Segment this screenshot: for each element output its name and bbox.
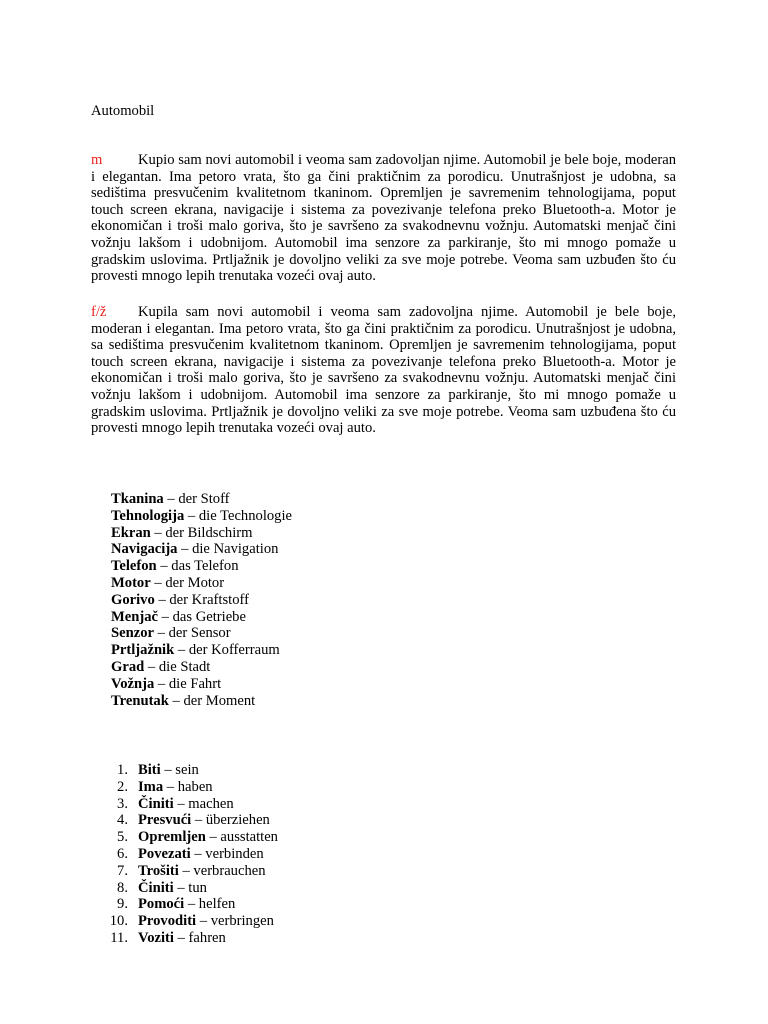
vocab-term: Ekran bbox=[111, 524, 151, 541]
vocab-term: Gorivo bbox=[111, 591, 155, 608]
list-item bbox=[111, 592, 292, 609]
list-item bbox=[111, 930, 278, 947]
verb-translation: – fahren bbox=[177, 929, 226, 946]
vocab-translation: – die Technologie bbox=[187, 507, 293, 524]
paragraph-feminine bbox=[91, 304, 676, 437]
list-item bbox=[111, 846, 278, 863]
verb-term: Presvući bbox=[138, 812, 192, 829]
vocab-translation: – die Stadt bbox=[147, 658, 211, 675]
verb-term: Ima bbox=[138, 778, 164, 795]
vocab-term: Vožnja bbox=[111, 675, 155, 692]
vocab-translation: – die Fahrt bbox=[157, 675, 222, 692]
vocab-translation: – der Moment bbox=[172, 692, 256, 709]
item-number: 11. bbox=[110, 929, 128, 946]
item-number: 5. bbox=[117, 829, 128, 846]
vocab-translation: – der Stoff bbox=[167, 491, 230, 507]
verb-list bbox=[111, 762, 278, 947]
vocab-translation: – der Motor bbox=[154, 574, 225, 591]
vocab-term: Prtljažnik bbox=[111, 642, 175, 659]
list-item bbox=[111, 625, 292, 642]
list-item bbox=[111, 779, 278, 796]
list-item bbox=[111, 558, 292, 575]
verb-translation: – sein bbox=[164, 762, 199, 778]
list-item bbox=[111, 829, 278, 846]
vocab-translation: – der Kraftstoff bbox=[158, 591, 249, 608]
verb-translation: – verbrauchen bbox=[182, 862, 266, 879]
paragraph-text: Kupio sam novi automobil i veoma sam zadovoljan njime. Automobil je bele boje, moderan i elegantan. Ima petoro vrata, što ga čini praktičnim za porodicu. Unutrašnjost je udobna, sa sedištima presvučenim kvalitetnom tkaninom. Opremljen je savremenim tehnologijama, poput touch screen ekrana, navigacije i sistema za povezivanje telefona preko Bluetooth-a. Motor je ekonomičan i troši malo goriva, što je savršeno za svakodnevnu vožnju. Automatski menjač čini vožnju lakšom i udobnijom. Automobil ima senzore za parkiranje, što mi mnogo pomaže u gradskim uslovima. Prtljažnik je dovoljno veliki za sve moje potrebe. Veoma sam uzbuđen što ću provesti mnogo lepih trenutaka vozeći ovaj auto. bbox=[91, 152, 676, 285]
document-title: Automobil bbox=[91, 103, 155, 119]
list-item bbox=[111, 508, 292, 525]
item-number: 10. bbox=[109, 913, 128, 930]
item-number: 4. bbox=[117, 812, 128, 829]
list-item bbox=[111, 541, 292, 558]
list-item bbox=[111, 796, 278, 813]
list-item bbox=[111, 491, 292, 508]
item-number: 2. bbox=[117, 778, 128, 795]
list-item bbox=[111, 913, 278, 930]
vocab-term: Grad bbox=[111, 658, 145, 675]
vocab-translation: – der Sensor bbox=[157, 625, 231, 642]
list-item bbox=[111, 812, 278, 829]
list-item bbox=[111, 762, 278, 779]
verb-term: Provoditi bbox=[138, 913, 197, 930]
verb-term: Činiti bbox=[138, 795, 174, 812]
vocab-term: Motor bbox=[111, 574, 151, 591]
list-item bbox=[111, 642, 292, 659]
item-number: 9. bbox=[117, 896, 128, 913]
vocab-translation: – der Kofferraum bbox=[177, 642, 280, 659]
verb-translation: – haben bbox=[166, 778, 213, 795]
vocab-term: Telefon bbox=[111, 558, 157, 575]
paragraph-masculine bbox=[91, 152, 676, 285]
vocab-translation: – das Telefon bbox=[160, 558, 239, 575]
verb-translation: – tun bbox=[177, 879, 207, 896]
vocab-term: Navigacija bbox=[111, 541, 178, 558]
vocab-term: Tehnologija bbox=[111, 507, 185, 524]
item-number: 6. bbox=[117, 845, 128, 862]
vocabulary-list bbox=[111, 491, 292, 709]
vocab-translation: – der Bildschirm bbox=[154, 524, 253, 541]
list-item bbox=[111, 863, 278, 880]
list-item bbox=[111, 525, 292, 542]
verb-term: Povezati bbox=[138, 845, 191, 862]
verb-term: Trošiti bbox=[138, 862, 179, 879]
gender-marker-m: m bbox=[91, 152, 103, 168]
item-number: 7. bbox=[117, 862, 128, 879]
vocab-term: Tkanina bbox=[111, 491, 164, 507]
vocab-translation: – die Navigation bbox=[181, 541, 279, 558]
list-item bbox=[111, 609, 292, 626]
verb-term: Biti bbox=[138, 762, 161, 778]
item-number: 8. bbox=[117, 879, 128, 896]
item-number: 3. bbox=[117, 795, 128, 812]
list-item bbox=[111, 693, 292, 710]
gender-marker-f: f/ž bbox=[91, 304, 107, 320]
verb-translation: – ausstatten bbox=[209, 829, 278, 846]
vocab-term: Senzor bbox=[111, 625, 154, 642]
verb-translation: – verbinden bbox=[194, 845, 264, 862]
verb-term: Opremljen bbox=[138, 829, 206, 846]
verb-term: Voziti bbox=[138, 929, 174, 946]
list-item bbox=[111, 880, 278, 897]
verb-translation: – machen bbox=[177, 795, 234, 812]
verb-term: Činiti bbox=[138, 879, 174, 896]
list-item bbox=[111, 896, 278, 913]
list-item bbox=[111, 659, 292, 676]
vocab-translation: – das Getriebe bbox=[161, 608, 246, 625]
vocab-term: Trenutak bbox=[111, 692, 169, 709]
vocab-term: Menjač bbox=[111, 608, 159, 625]
list-item bbox=[111, 575, 292, 592]
verb-translation: – überziehen bbox=[194, 812, 270, 829]
list-item bbox=[111, 676, 292, 693]
verb-translation: – verbringen bbox=[199, 913, 274, 930]
item-number: 1. bbox=[117, 762, 128, 778]
paragraph-text: Kupila sam novi automobil i veoma sam zadovoljna njime. Automobil je bele boje, moderan i elegantan. Ima petoro vrata, što ga čini praktičnim za porodicu. Unutrašnjost je udobna, sa sedištima presvučenim kvalitetnom tkaninom. Opremljen je savremenim tehnologijama, poput touch screen ekrana, navigacije i sistema za povezivanje telefona preko Bluetooth-a. Motor je ekonomičan i troši malo goriva, što je savršeno za svakodnevnu vožnju. Automatski menjač čini vožnju lakšom i udobnijom. Automobil ima senzore za parkiranje, što mi mnogo pomaže u gradskim uslovima. Prtljažnik je dovoljno veliki za sve moje potrebe. Veoma sam uzbuđena što ću provesti mnogo lepih trenutaka vozeći ovaj auto. bbox=[91, 304, 676, 437]
verb-translation: – helfen bbox=[187, 896, 236, 913]
verb-term: Pomoći bbox=[138, 896, 185, 913]
